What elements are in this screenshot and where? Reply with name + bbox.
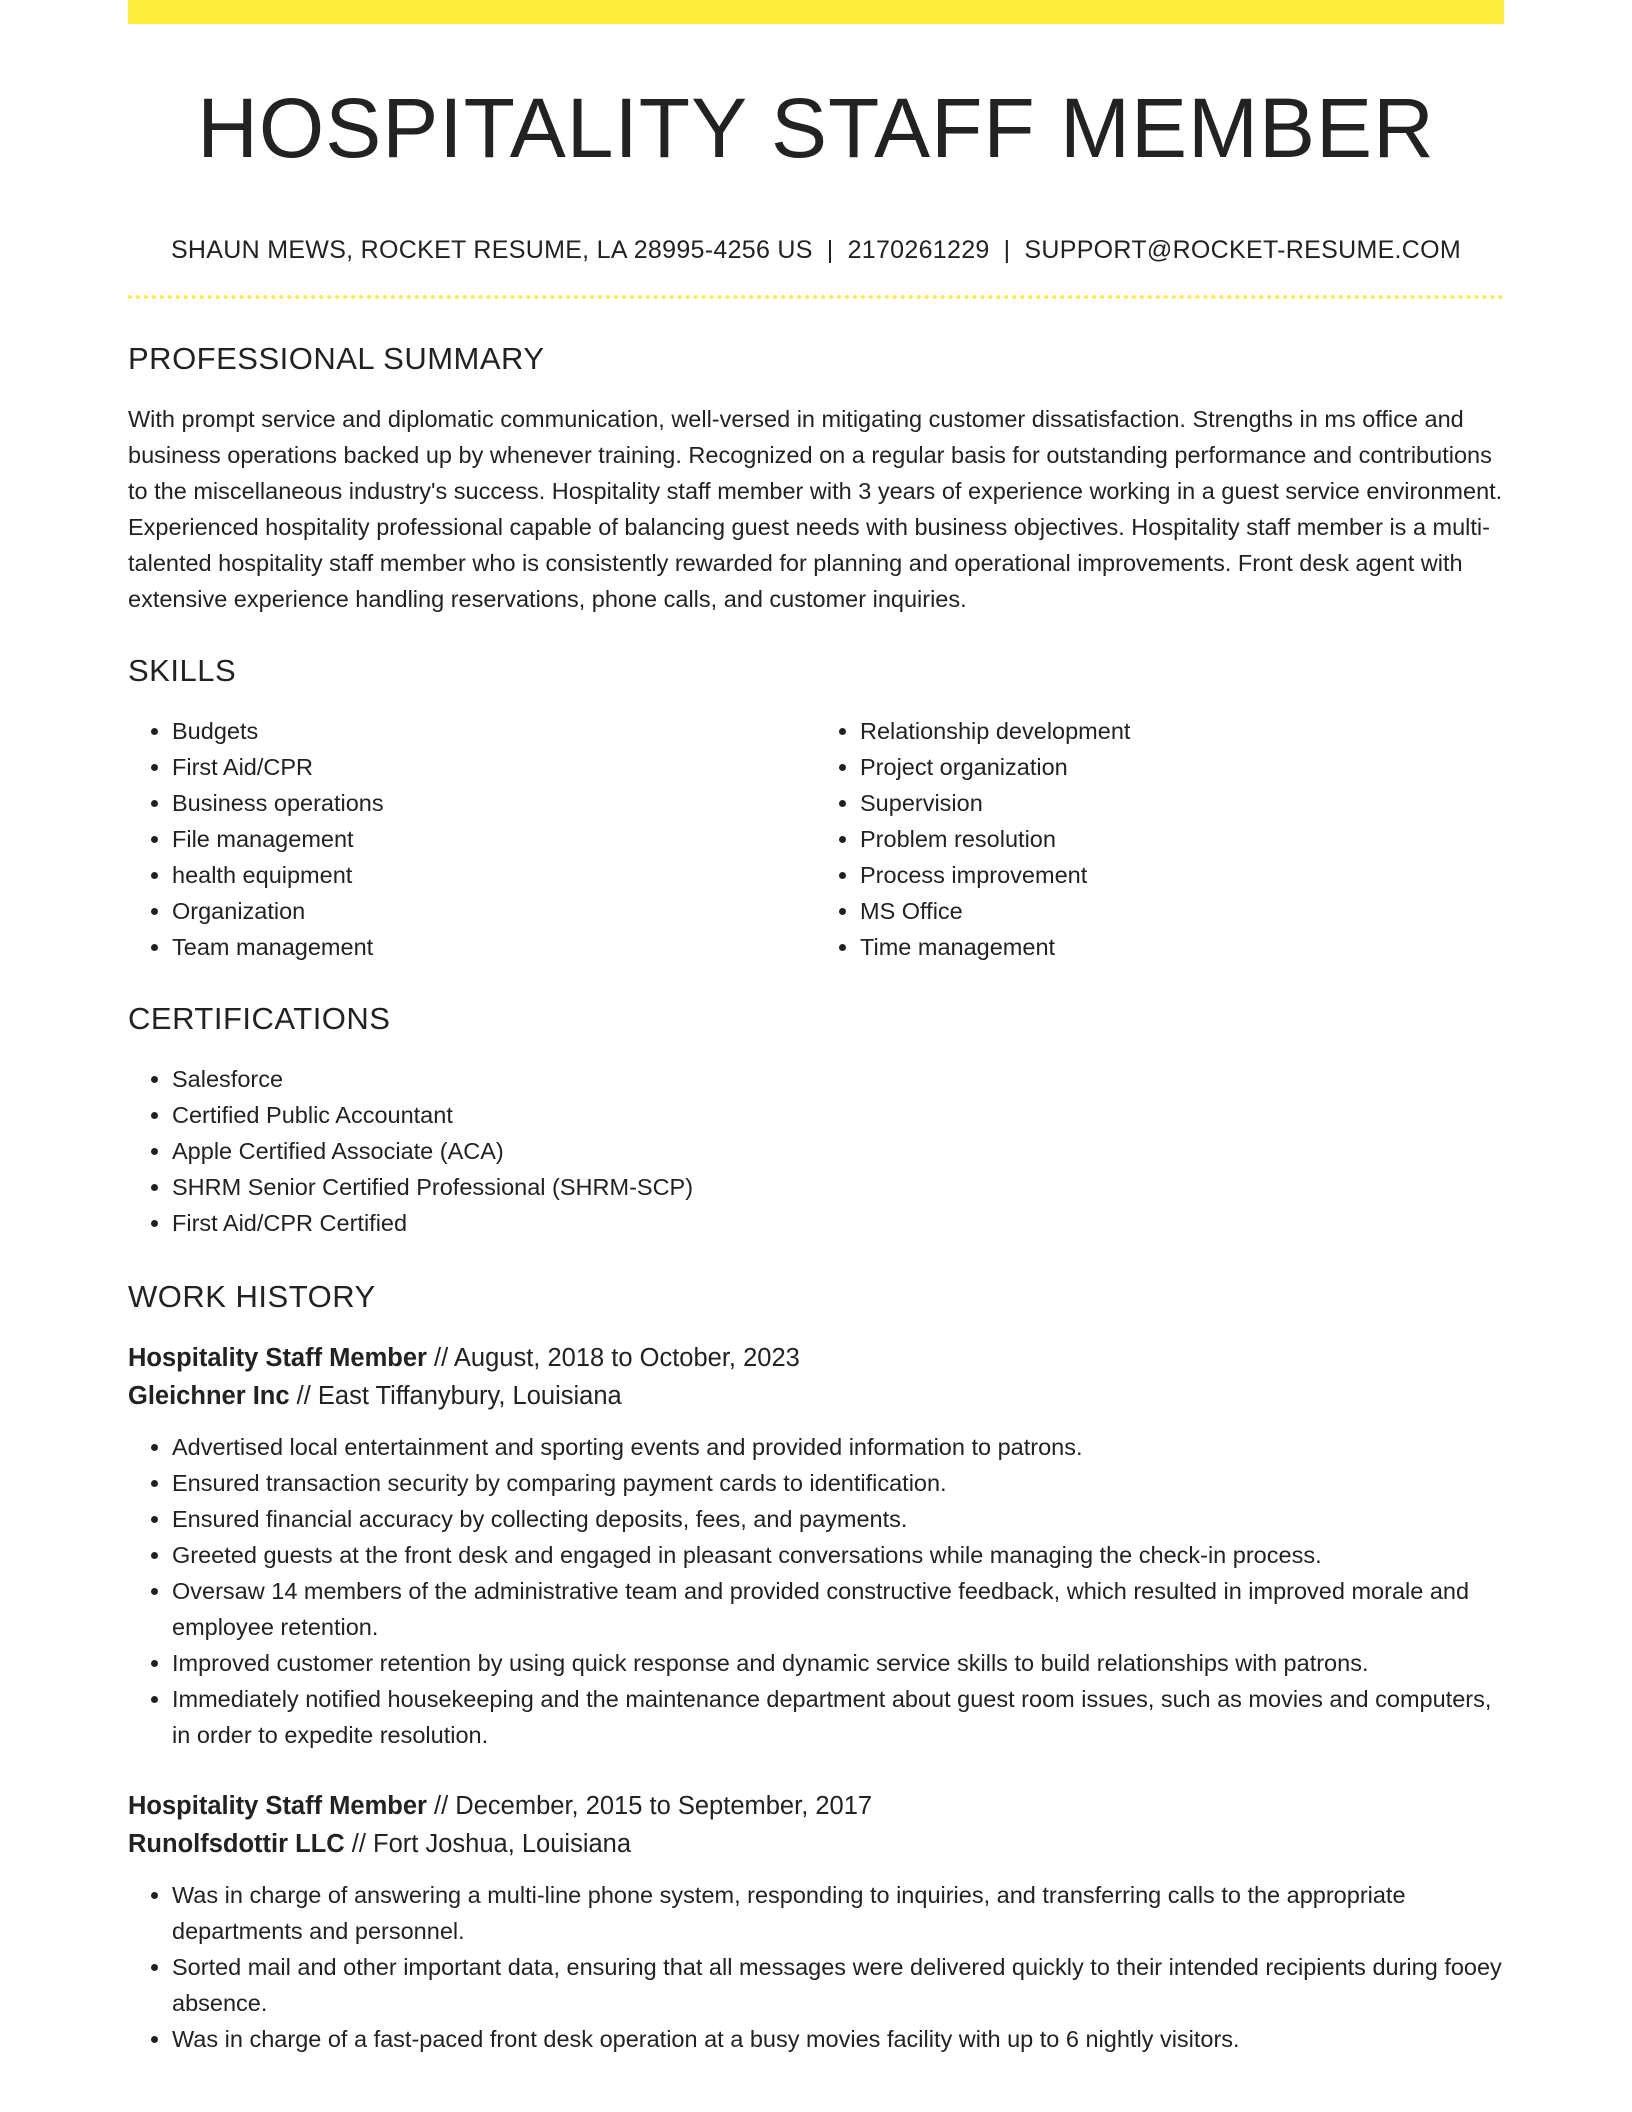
certifications-list — [128, 1061, 1504, 1241]
skill-item: • Organization — [172, 893, 816, 929]
skill-item: • First Aid/CPR — [172, 749, 816, 785]
skill-item: • health equipment — [172, 857, 816, 893]
work-history-heading: WORK HISTORY — [128, 1279, 376, 1315]
job-bullets — [128, 1877, 1504, 2057]
resume-page — [128, 0, 1504, 2057]
skill-item: • Budgets — [172, 713, 816, 749]
work-history-section — [128, 1279, 1504, 2057]
contact-separator: | — [826, 236, 834, 265]
job-company-line — [128, 1825, 1504, 1863]
job-dates: // December, 2015 to September, 2017 — [426, 1792, 873, 1821]
job-bullet: • Ensured financial accuracy by collecting deposits, fees, and payments. — [172, 1501, 1504, 1537]
job-bullets — [128, 1429, 1504, 1753]
job-company: Gleichner Inc — [128, 1382, 290, 1411]
job-bullet: • Was in charge of answering a multi-line phone system, responding to inquiries, and transferring calls to the appropriate departments and personnel. — [172, 1877, 1504, 1949]
certification-item: • SHRM Senior Certified Professional (SHRM-SCP) — [172, 1169, 1504, 1205]
skills-list-right — [816, 713, 1504, 965]
skill-item: • Time management — [860, 929, 1504, 965]
skills-list-left — [128, 713, 816, 965]
contact-email: SUPPORT@ROCKET-RESUME.COM — [1024, 236, 1462, 265]
job-location: // East Tiffanybury, Louisiana — [289, 1382, 622, 1411]
job-dates: // August, 2018 to October, 2023 — [426, 1344, 800, 1373]
job-bullet: • Improved customer retention by using quick response and dynamic service skills to build relationships with patrons. — [172, 1645, 1504, 1681]
resume-title: HOSPITALITY STAFF MEMBER — [197, 81, 1435, 175]
job-title: Hospitality Staff Member — [128, 1792, 427, 1821]
certifications-heading: CERTIFICATIONS — [128, 1001, 391, 1037]
skill-item: • Team management — [172, 929, 816, 965]
summary-section — [128, 341, 1504, 617]
job-title-line — [128, 1339, 1504, 1377]
certification-item: • Salesforce — [172, 1061, 1504, 1097]
job-title: Hospitality Staff Member — [128, 1344, 427, 1373]
skills-heading: SKILLS — [128, 653, 237, 689]
contact-separator: | — [1003, 236, 1011, 265]
skill-item: • Business operations — [172, 785, 816, 821]
skill-item: • Relationship development — [860, 713, 1504, 749]
skill-item: • Supervision — [860, 785, 1504, 821]
skills-columns — [128, 713, 1504, 965]
job-bullet: • Greeted guests at the front desk and engaged in pleasant conversations while managing the check-in process. — [172, 1537, 1504, 1573]
skill-item: • Problem resolution — [860, 821, 1504, 857]
skills-section — [128, 653, 1504, 965]
skill-item: • Process improvement — [860, 857, 1504, 893]
job-entry — [128, 1339, 1504, 1753]
summary-text: With prompt service and diplomatic communication, well-versed in mitigating customer dissatisfaction. Strengths in ms office and business operations backed up by whenever training. Recognized on a regular basis for outstanding performance and contributions to the miscellaneous industry's success. Hospitality staff member with 3 years of experience working in a guest service environment. Experienced hospitality professional capable of balancing guest needs with business objectives. Hospitality staff member is a multi-talented hospitality staff member who is consistently rewarded for planning and operational improvements. Front desk agent with extensive experience handling reservations, phone calls, and customer inquiries. — [128, 406, 1503, 613]
job-company: Runolfsdottir LLC — [128, 1830, 345, 1859]
skill-item: • MS Office — [860, 893, 1504, 929]
job-bullet: • Immediately notified housekeeping and the maintenance department about guest room issues, such as movies and computers, in order to expedite resolution. — [172, 1681, 1504, 1753]
skill-item: • Project organization — [860, 749, 1504, 785]
dotted-divider — [128, 295, 1504, 299]
contact-phone: 2170261229 — [847, 236, 990, 265]
summary-heading: PROFESSIONAL SUMMARY — [128, 341, 545, 377]
contact-address: SHAUN MEWS, ROCKET RESUME, LA 28995-4256 US — [170, 236, 813, 265]
certification-item: • Certified Public Accountant — [172, 1097, 1504, 1133]
job-title-line — [128, 1787, 1504, 1825]
job-bullet: • Sorted mail and other important data, ensuring that all messages were delivered quickly to their intended recipients during fooey absence. — [172, 1949, 1504, 2021]
certifications-section — [128, 1001, 1504, 1241]
skill-item: • File management — [172, 821, 816, 857]
job-company-line — [128, 1377, 1504, 1415]
job-bullet: • Ensured transaction security by comparing payment cards to identification. — [172, 1465, 1504, 1501]
job-bullet: • Advertised local entertainment and sporting events and provided information to patrons. — [172, 1429, 1504, 1465]
certification-item: • First Aid/CPR Certified — [172, 1205, 1504, 1241]
job-bullet: • Oversaw 14 members of the administrative team and provided constructive feedback, which resulted in improved morale and employee retention. — [172, 1573, 1504, 1645]
job-bullet: • Was in charge of a fast-paced front desk operation at a busy movies facility with up to 6 nightly visitors. — [172, 2021, 1504, 2057]
contact-line — [128, 236, 1504, 265]
job-location: // Fort Joshua, Louisiana — [344, 1830, 632, 1859]
job-entry — [128, 1787, 1504, 2057]
certification-item: • Apple Certified Associate (ACA) — [172, 1133, 1504, 1169]
